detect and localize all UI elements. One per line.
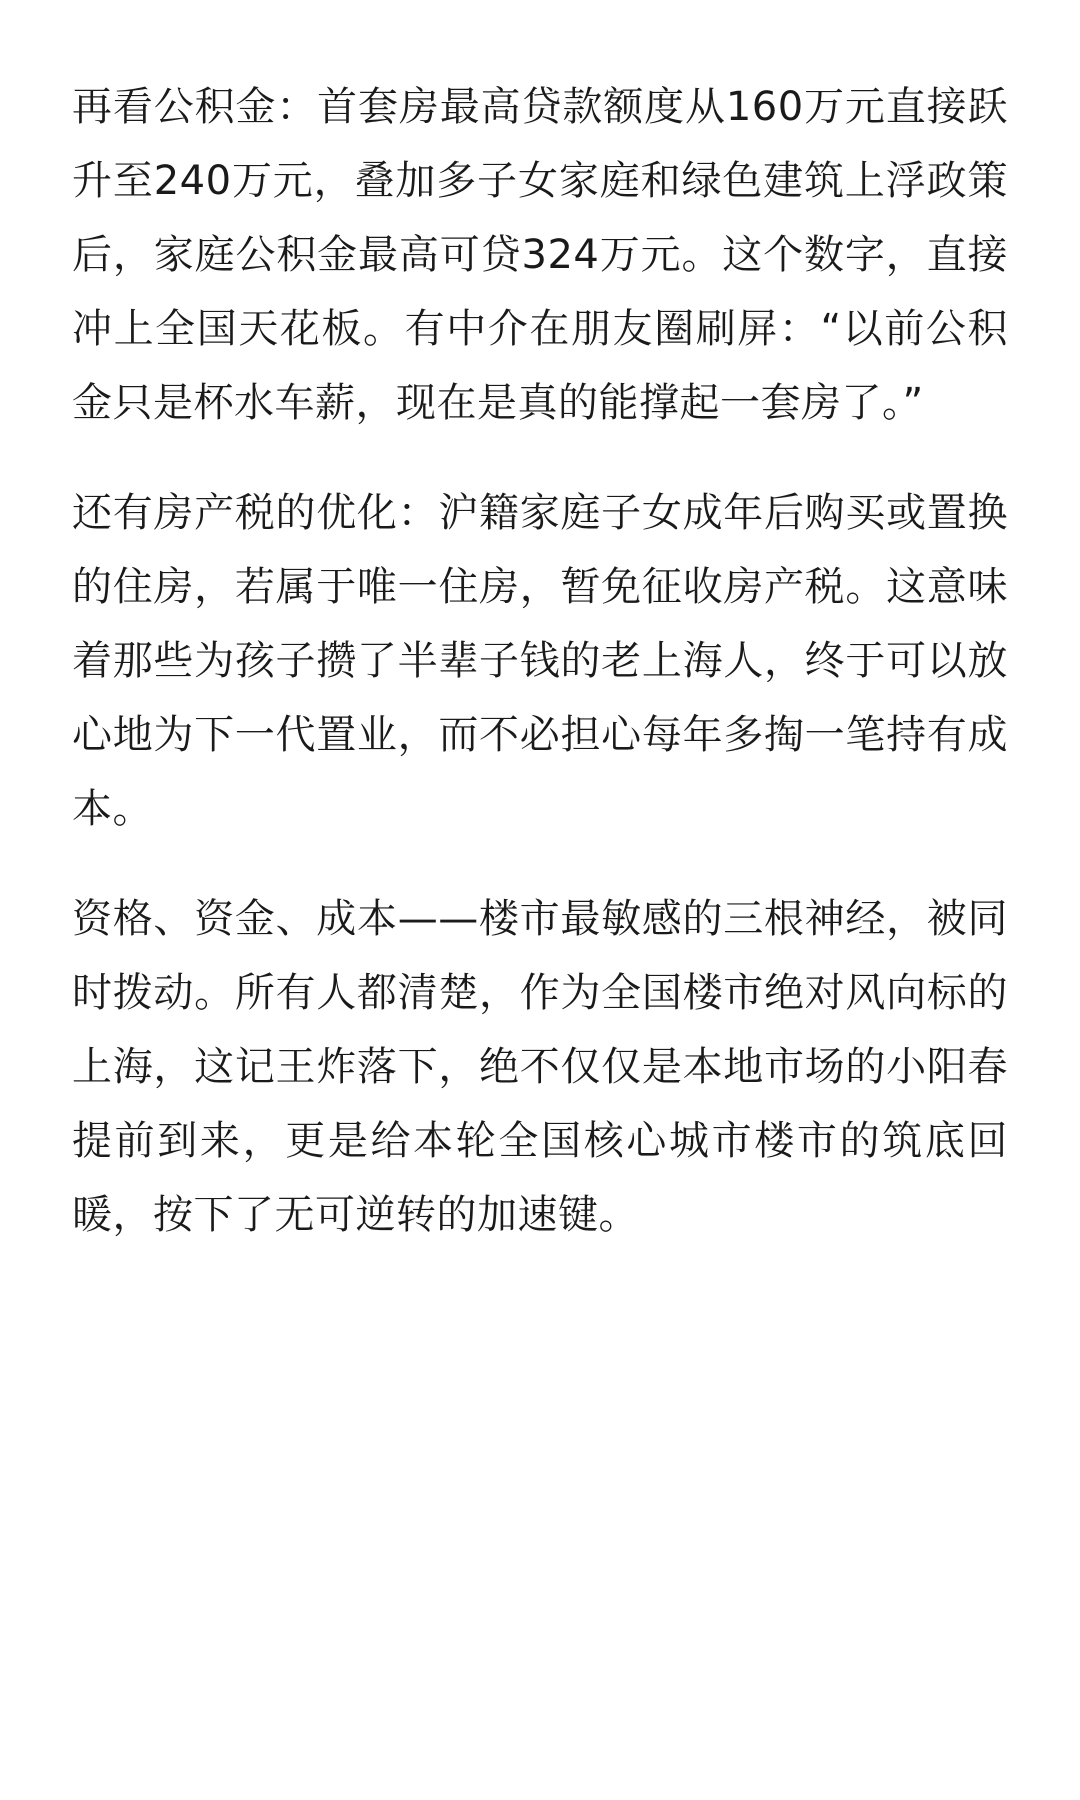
article-body (72, 70, 1008, 1288)
paragraph-property-tax: 还有房产税的优化：沪籍家庭子女成年后购买或置换的住房，若属于唯一住房，暂免征收房产税。这意味着那些为孩子攒了半辈子钱的老上海人，终于可以放心地为下一代置业，而不必担心每年多掏一笔持有成本。 (72, 490, 1008, 832)
paragraph-summary: 资格、资金、成本——楼市最敏感的三根神经，被同时拨动。所有人都清楚，作为全国楼市绝对风向标的上海，这记王炸落下，绝不仅仅是本地市场的小阳春提前到来，更是给本轮全国核心城市楼市的筑底回暖，按下了无可逆转的加速键。 (72, 896, 1008, 1238)
paragraph-housing-fund: 再看公积金：首套房最高贷款额度从160万元直接跃升至240万元，叠加多子女家庭和绿色建筑上浮政策后，家庭公积金最高可贷324万元。这个数字，直接冲上全国天花板。有中介在朋友圈刷屏：“以前公积金只是杯水车薪，现在是真的能撑起一套房了。” (72, 84, 1008, 426)
